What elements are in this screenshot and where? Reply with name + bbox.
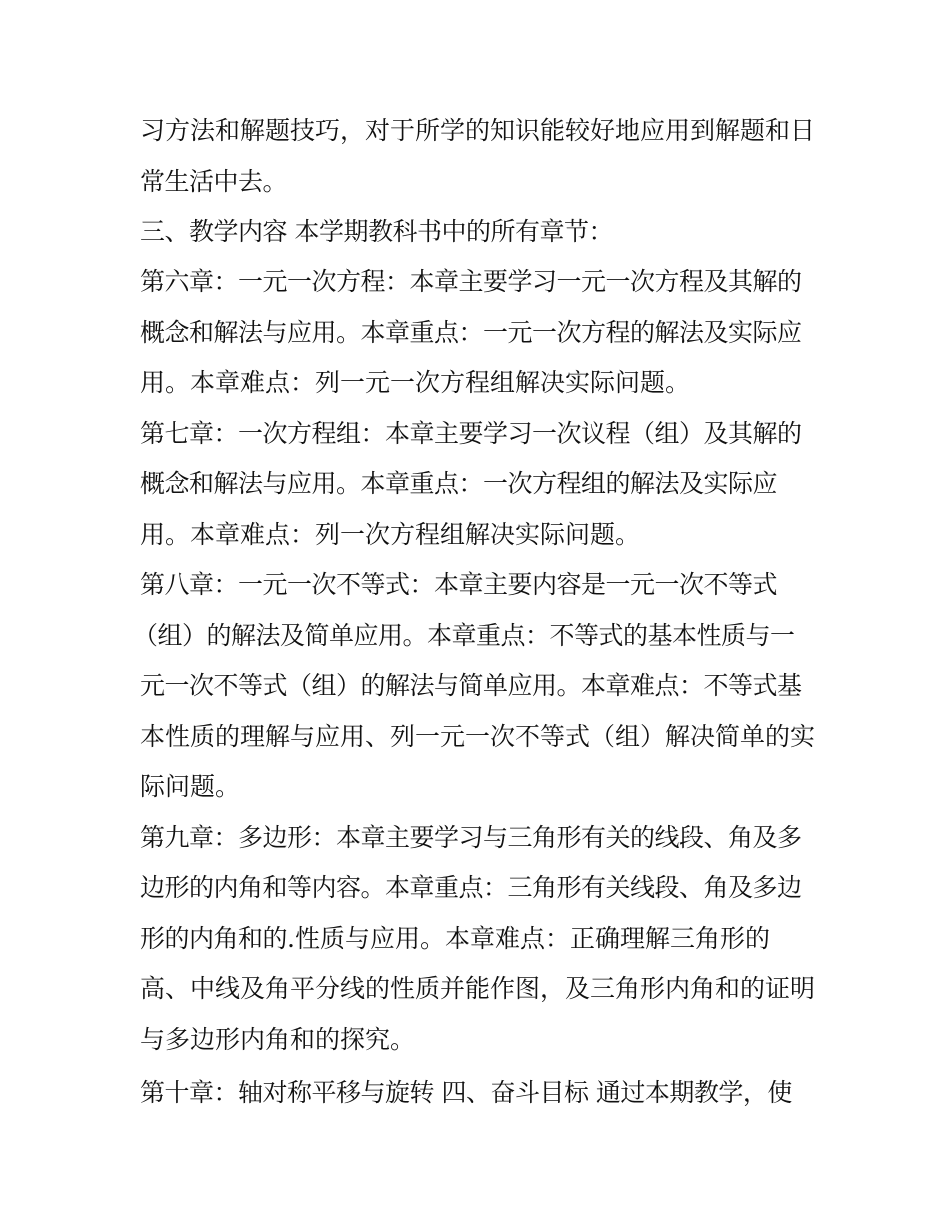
text-line: 与多边形内角和的探究。 (140, 1025, 416, 1054)
text-line: 第十章：轴对称平移与旋转 四、奋斗目标 通过本期教学，使 (140, 1078, 792, 1107)
text-line: 用。本章难点：列一次方程组解决实际问题。 (140, 520, 641, 549)
text-run: .性质与应用。本章难点：正确理解三角形的 (287, 924, 770, 953)
text-line: 概念和解法与应用。本章重点：一次方程组的解法及实际应 (140, 469, 778, 498)
text-line: 概念和解法与应用。本章重点：一元一次方程的解法及实际应 (140, 318, 802, 347)
text-line-mixed (140, 924, 820, 954)
text-line: 第八章：一元一次不等式：本章主要内容是一元一次不等式 (140, 570, 778, 599)
text-run: 形的内角和的 (140, 924, 288, 953)
text-line: 高、中线及角平分线的性质并能作图，及三角形内角和的证明 (140, 974, 816, 1003)
text-line: 本性质的理解与应用、列一元一次不等式（组）解决简单的实 (140, 722, 816, 751)
text-line: 习方法和解题技巧，对于所学的知识能较好地应用到解题和日 (140, 116, 816, 145)
text-line: 用。本章难点：列一元一次方程组解决实际问题。 (140, 368, 691, 397)
text-line: （组）的解法及简单应用。本章重点：不等式的基本性质与一 (133, 621, 795, 650)
text-line: 第六章：一元一次方程：本章主要学习一元一次方程及其解的 (140, 267, 802, 296)
text-line: 第九章：多边形：本章主要学习与三角形有关的线段、角及多 (140, 823, 802, 852)
section-heading: 三、教学内容 本学期教科书中的所有章节： (140, 217, 613, 246)
text-line: 边形的内角和等内容。本章重点：三角形有关线段、角及多边 (140, 873, 802, 902)
text-line: 元一次不等式（组）的解法与简单应用。本章难点：不等式基 (140, 671, 802, 700)
text-line: 际问题。 (140, 772, 241, 801)
text-line: 第七章：一次方程组：本章主要学习一次议程（组）及其解的 (140, 419, 802, 448)
text-line: 常生活中去。 (140, 167, 288, 196)
